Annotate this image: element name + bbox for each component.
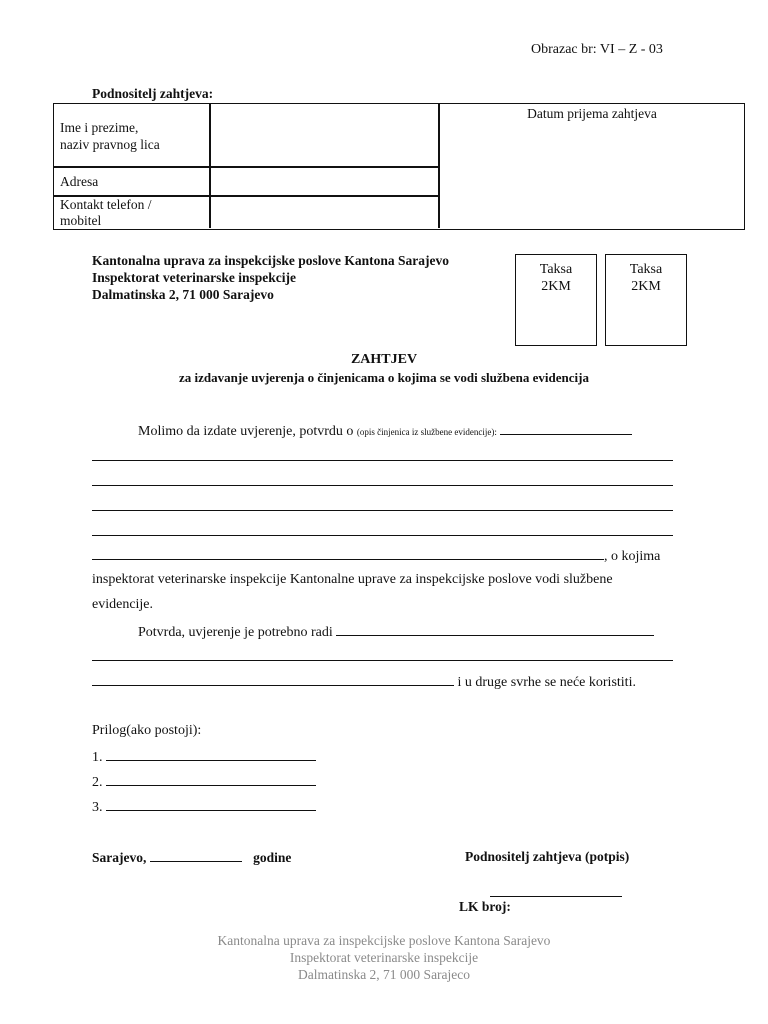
contact-label-line: Kontakt telefon /: [60, 197, 152, 212]
footer: [0, 932, 768, 983]
year-label: godine: [253, 850, 292, 865]
purpose-field[interactable]: [92, 673, 454, 686]
request-intro-text: Molimo da izdate uvjerenje, potvrdu o: [138, 424, 354, 439]
contact-label: [60, 197, 151, 229]
attachment-row: [92, 773, 316, 791]
attachment-field[interactable]: [106, 773, 316, 786]
tax-stamp-value: 2KM: [631, 279, 661, 294]
authority-line: Inspektorat veterinarske inspekcije: [92, 270, 296, 285]
footer-line: Inspektorat veterinarske inspekcije: [289, 950, 479, 965]
attachment-number: 1.: [92, 750, 103, 765]
attachment-field[interactable]: [106, 748, 316, 761]
contact-field[interactable]: [211, 197, 437, 227]
purpose-end-text: i u druge svrhe se neće koristiti.: [457, 675, 636, 690]
address-label: Adresa: [60, 174, 99, 189]
applicant-info-table: [53, 103, 745, 230]
date-field[interactable]: [150, 849, 242, 862]
tax-stamp-label: Taksa: [539, 262, 573, 277]
name-label: [60, 119, 160, 153]
request-description-line[interactable]: [92, 510, 673, 511]
document-subtitle: za izdavanje uvjerenja o činjenicama o kojima se vodi službena evidencija: [179, 370, 589, 385]
date-received-label: Datum prijema zahtjeva: [527, 106, 657, 121]
signature-line[interactable]: [490, 896, 622, 897]
applicant-signature-label: Podnositelj zahtjeva (potpis): [465, 849, 630, 864]
form-number: Obrazac br: VI – Z - 03: [531, 42, 663, 57]
signature-place-row: [92, 849, 291, 866]
purpose-line[interactable]: [92, 660, 673, 661]
request-continuation-text: , o kojima: [604, 549, 661, 564]
footer-line: Dalmatinska 2, 71 000 Sarajeco: [297, 967, 471, 982]
request-continuation: [92, 547, 660, 565]
attachment-number: 2.: [92, 775, 103, 790]
attachment-row: [92, 748, 316, 766]
attachments-label: Prilog(ako postoji):: [92, 723, 202, 738]
purpose-text: Potvrda, uvjerenje je potrebno radi: [138, 625, 333, 640]
attachment-row: [92, 798, 316, 816]
tax-stamp-box: [515, 254, 597, 346]
request-description-line[interactable]: [92, 485, 673, 486]
request-description-line[interactable]: [92, 535, 673, 536]
name-label-line: Ime i prezime,: [60, 120, 139, 135]
attachment-field[interactable]: [106, 798, 316, 811]
authority-line: Kantonalna uprava za inspekcijske poslove Kantona Sarajevo: [92, 253, 450, 268]
name-label-line: naziv pravnog lica: [60, 137, 160, 152]
applicant-heading: Podnositelj zahtjeva:: [92, 86, 214, 101]
request-line-2: inspektorat veterinarske inspekcije Kantonalne uprave za inspekcijske poslove vodi službene: [92, 572, 613, 587]
attachment-number: 3.: [92, 800, 103, 815]
tax-stamp-value: 2KM: [541, 279, 571, 294]
tax-stamp-label: Taksa: [629, 262, 663, 277]
signature-place: Sarajevo,: [92, 850, 147, 865]
request-description-field[interactable]: [500, 422, 632, 435]
document-title: ZAHTJEV: [350, 352, 418, 367]
name-field[interactable]: [211, 106, 437, 165]
request-line-3: evidencije.: [92, 597, 154, 612]
purpose-field[interactable]: [336, 623, 654, 636]
purpose-end-row: [92, 673, 636, 691]
authority-line: Dalmatinska 2, 71 000 Sarajevo: [92, 287, 274, 302]
contact-label-line: mobitel: [60, 213, 102, 228]
footer-line: Kantonalna uprava za inspekcijske poslove Kantona Sarajevo: [217, 933, 551, 948]
address-field[interactable]: [211, 168, 437, 194]
request-description-line[interactable]: [92, 460, 673, 461]
request-intro-note: (opis činjenica iz službene evidencije):: [356, 427, 497, 437]
tax-stamp-box: [605, 254, 687, 346]
request-intro: [138, 422, 632, 440]
purpose-row: [138, 623, 654, 641]
authority-address: [92, 252, 449, 303]
request-description-field[interactable]: [92, 547, 604, 560]
id-number-label: LK broj:: [459, 899, 511, 914]
